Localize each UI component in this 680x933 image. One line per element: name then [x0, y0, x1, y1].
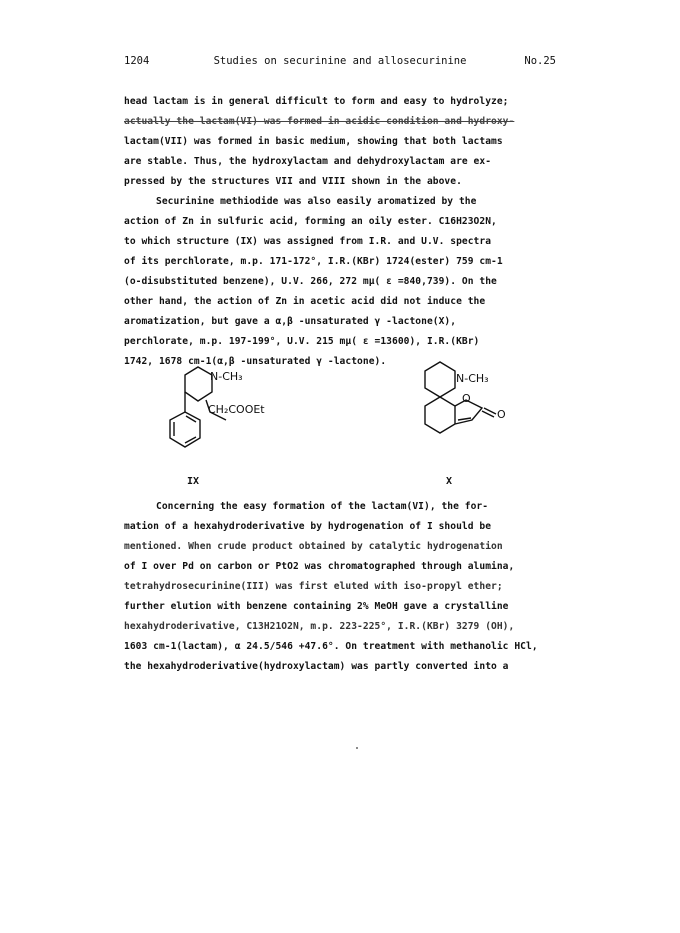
ring-oxygen-label-x: O — [462, 392, 471, 405]
text-line: 1603 cm-1(lactam), α 24.5/546 +47.6°. On treatment with methanolic HCl, — [124, 641, 538, 652]
n-ch3-label-x: N-CH₃ — [456, 372, 489, 385]
issue-number: No.25 — [524, 55, 556, 67]
running-title: Studies on securinine and allosecurinine — [213, 55, 467, 67]
text-line: lactam(VII) was formed in basic medium, showing that both lactams — [124, 136, 503, 147]
text-line: pressed by the structures VII and VIII shown in the above. — [124, 176, 462, 187]
text-line: (o-disubstituted benzene), U.V. 266, 272 mμ( ε =840,739). On the — [124, 276, 497, 287]
text-line: mentioned. When crude product obtained by catalytic hydrogenation — [124, 541, 503, 552]
carbonyl-oxygen-label-x: O — [497, 408, 506, 421]
carbonyl-bond-x — [482, 408, 496, 417]
page-number: 1204 — [124, 55, 150, 67]
text-line: hexahydroderivative, C13H21O2N, m.p. 223-225°, I.R.(KBr) 3279 (OH), — [124, 621, 515, 632]
struck-text: actually the lactam(VI) was formed in acidic condition and hydroxy- — [124, 116, 515, 127]
text-line: other hand, the action of Zn in acetic acid did not induce the — [124, 296, 486, 307]
text-line: the hexahydroderivative(hydroxylactam) was partly converted into a — [124, 661, 509, 672]
double-bond-x — [458, 418, 471, 420]
ester-label-ix: CH₂COOEt — [208, 403, 265, 416]
running-header — [124, 55, 556, 71]
benzene-double-bonds-ix — [174, 416, 196, 443]
text-line: head lactam is in general difficult to form and easy to hydrolyze; — [124, 96, 509, 107]
text-line — [124, 114, 556, 129]
structure-label-x: X — [446, 476, 453, 487]
text-line: further elution with benzene containing 2% MeOH gave a crystalline — [124, 601, 509, 612]
text-line: action of Zn in sulfuric acid, forming an oily ester. C16H23O2N, — [124, 216, 497, 227]
piperidine-ring-ix — [185, 367, 212, 401]
text-line: Securinine methiodide was also easily aromatized by the — [156, 196, 477, 207]
text-line: tetrahydrosecurinine(III) was first eluted with iso-propyl ether; — [124, 581, 503, 592]
text-line: mation of a hexahydroderivative by hydrogenation of I should be — [124, 521, 492, 532]
cyclohexene-ring-x — [425, 397, 455, 433]
benzene-ring-ix — [170, 412, 200, 447]
text-line: to which structure (IX) was assigned from I.R. and U.V. spectra — [124, 236, 492, 247]
text-line: aromatization, but gave a α,β -unsaturated γ -lactone(X), — [124, 316, 457, 327]
scan-speck — [356, 747, 358, 749]
text-line: 1742, 1678 cm-1(α,β -unsaturated γ -lactone). — [124, 356, 387, 367]
text-line: of I over Pd on carbon or PtO2 was chromatographed through alumina, — [124, 561, 515, 572]
text-line: Concerning the easy formation of the lactam(VI), the for- — [156, 501, 489, 512]
structure-label-ix: IX — [187, 476, 200, 487]
text-line: are stable. Thus, the hydroxylactam and dehydroxylactam are ex- — [124, 156, 492, 167]
n-ch3-label-ix: N-CH₃ — [210, 370, 243, 383]
text-line: of its perchlorate, m.p. 171-172°, I.R.(KBr) 1724(ester) 759 cm-1 — [124, 256, 503, 267]
text-line: perchlorate, m.p. 197-199°, U.V. 215 mμ( ε =13600), I.R.(KBr) — [124, 336, 480, 347]
